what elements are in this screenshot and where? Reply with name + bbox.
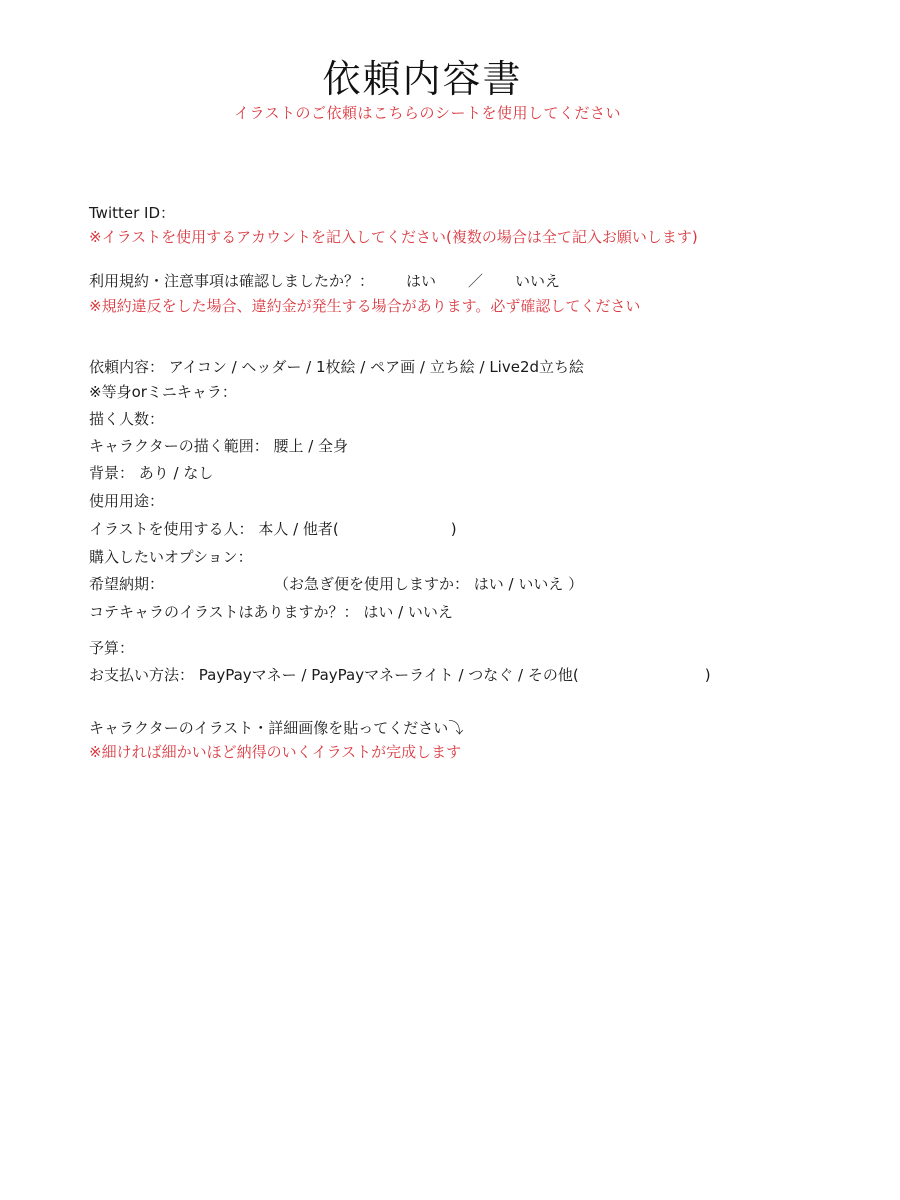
terms-yes: はい <box>406 272 437 290</box>
options-line: 購入したいオプション： <box>89 548 253 566</box>
payment-label: お支払い方法： PayPayマネー / PayPayマネーライト / つなぐ / その他( <box>89 666 579 684</box>
illustration-user-line <box>89 519 457 539</box>
request-content-line: 依頼内容： アイコン / ヘッダー / 1枚絵 / ペア画 / 立ち絵 / Live2d立ち絵 <box>89 358 585 376</box>
terms-separator: ／ <box>468 272 484 290</box>
terms-question-label: 利用規約・注意事項は確認しましたか？： <box>89 272 375 290</box>
payment-close: ) <box>704 666 711 684</box>
background-line: 背景： あり / なし <box>89 464 214 482</box>
twitter-id-label: Twitter ID： <box>89 204 176 222</box>
usage-line: 使用用途： <box>89 492 165 510</box>
attach-note: ※細ければ細かいほど納得のいくイラストが完成します <box>89 743 462 761</box>
page-title: 依頼内容書 <box>322 57 523 101</box>
char-range-line: キャラクターの描く範囲： 腰上 / 全身 <box>89 437 349 455</box>
deadline-label: 希望納期： <box>89 575 165 593</box>
terms-no: いいえ <box>515 272 561 290</box>
page-subtitle: イラストのご依頼はこちらのシートを使用してください <box>233 104 622 122</box>
payment-line <box>89 665 711 685</box>
budget-line: 予算： <box>89 639 135 657</box>
terms-question <box>89 271 560 291</box>
express-question: （お急ぎ便を使用しますか： はい / いいえ ） <box>274 575 584 593</box>
attach-request-line: キャラクターのイラスト・詳細画像を貼ってください⤵ <box>89 719 464 737</box>
terms-note: ※規約違反をした場合、違約金が発生する場合があります。必ず確認してください <box>89 297 641 315</box>
illustration-user-label: イラストを使用する人： 本人 / 他者( <box>89 520 339 538</box>
num-people-line: 描く人数： <box>89 410 165 428</box>
twitter-id-note: ※イラストを使用するアカウントを記入してください(複数の場合は全て記入お願いします) <box>89 228 698 246</box>
body-type-line: ※等身orミニキャラ： <box>89 383 237 401</box>
original-art-line: コテキャラのイラストはありますか？： はい / いいえ <box>89 603 453 621</box>
deadline-line <box>89 574 583 594</box>
illustration-user-close: ) <box>450 520 457 538</box>
